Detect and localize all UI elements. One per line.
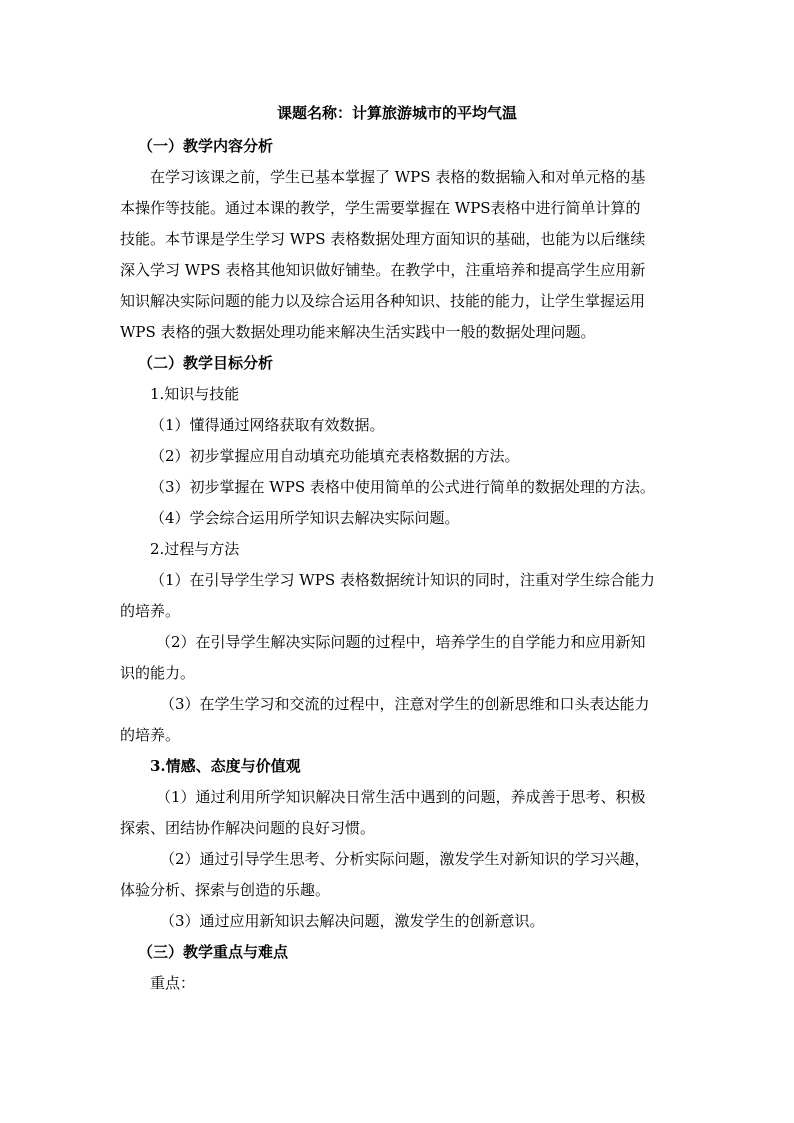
paragraph-line: WPS 表格的强大数据处理功能来解决生活实践中一般的数据处理问题。 — [120, 323, 596, 341]
list-item: （3）在学生学习和交流的过程中，注意对学生的创新思维和口头表达能力 — [160, 695, 650, 713]
list-item: （2）通过引导学生思考、分析实际问题，激发学生对新知识的学习兴趣， — [160, 850, 650, 868]
section-heading-content-analysis: （一）教学内容分析 — [138, 137, 274, 155]
subheading-knowledge-skills: 1.知识与技能 — [150, 385, 240, 403]
list-item-continuation: 识的能力。 — [120, 664, 196, 682]
list-item-continuation: 的培养。 — [120, 726, 181, 744]
paragraph-line: 知识解决实际问题的能力以及综合运用各种知识、技能的能力，让学生掌握运用 — [120, 292, 646, 310]
paragraph-line: 本操作等技能。通过本课的教学，学生需要掌握在 WPS表格中进行简单计算的 — [120, 199, 641, 217]
document-title: 课题名称：计算旅游城市的平均气温 — [276, 104, 517, 122]
list-item: （1）在引导学生学习 WPS 表格数据统计知识的同时，注重对学生综合能力 — [150, 571, 655, 589]
list-item: （2）初步掌握应用自动填充功能填充表格数据的方法。 — [150, 447, 520, 465]
list-item: （1）通过利用所学知识解决日常生活中遇到的问题，养成善于思考、积极 — [156, 788, 646, 806]
paragraph-line: 技能。本节课是学生学习 WPS 表格数据处理方面知识的基础，也能为以后继续 — [120, 230, 646, 248]
list-item: （3）通过应用新知识去解决问题，激发学生的创新意识。 — [160, 912, 545, 930]
focus-label: 重点： — [150, 974, 196, 992]
document-body — [120, 131, 676, 999]
list-item-continuation: 体验分析、探索与创造的乐趣。 — [120, 881, 331, 899]
paragraph-line: 深入学习 WPS 表格其他知识做好铺垫。在教学中，注重培养和提高学生应用新 — [120, 261, 646, 279]
section-heading-objectives: （二）教学目标分析 — [138, 354, 274, 372]
list-item-continuation: 的培养。 — [120, 602, 181, 620]
list-item: （4）学会综合运用所学知识去解决实际问题。 — [150, 509, 460, 527]
list-item: （3）初步掌握在 WPS 表格中使用简单的公式进行简单的数据处理的方法。 — [150, 478, 655, 496]
list-item: （1）懂得通过网络获取有效数据。 — [150, 416, 385, 434]
section-heading-focus-difficulty: （三）教学重点与难点 — [138, 943, 289, 961]
subheading-emotion-attitude-values: 3.情感、态度与价值观 — [150, 757, 301, 775]
list-item: （2）在引导学生解决实际问题的过程中，培养学生的自学能力和应用新知 — [156, 633, 646, 651]
subheading-process-methods: 2.过程与方法 — [150, 540, 240, 558]
list-item-continuation: 探索、团结协作解决问题的良好习惯。 — [120, 819, 376, 837]
paragraph-line: 在学习该课之前，学生已基本掌握了 WPS 表格的数据输入和对单元格的基 — [150, 168, 646, 186]
